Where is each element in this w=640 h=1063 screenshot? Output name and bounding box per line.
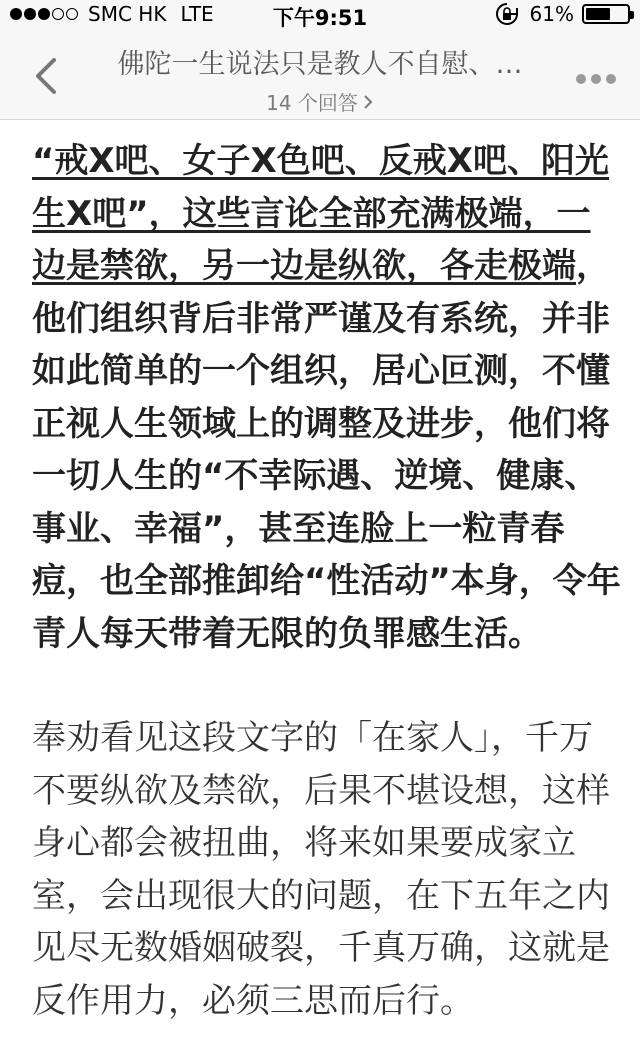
answer-count-link[interactable] bbox=[266, 87, 374, 116]
answer-paragraph-1 bbox=[32, 135, 622, 660]
nav-title-block bbox=[80, 42, 560, 116]
rotation-lock-icon bbox=[494, 2, 520, 26]
status-right bbox=[494, 2, 630, 26]
carrier-name: SMC HK bbox=[88, 2, 167, 26]
question-title: 佛陀一生说法只是教人不自慰、… bbox=[117, 49, 523, 80]
battery-icon bbox=[582, 4, 630, 24]
status-bar bbox=[0, 0, 640, 30]
underlined-quote: “戒X吧、女子X色吧、反戒X吧、阳光生X吧”，这些言论全部充满极端，一边是禁欲，另一边是纵欲，各走极端 bbox=[32, 141, 609, 286]
paragraph-1-text: ，他们组织背后非常严谨及有系统，并非如此简单的一个组织，居心叵测，不懂正视人生领域上的调整及进步，他们将一切人生的“不幸际遇、逆境、健康、事业、幸福”，甚至连脸上一粒青春痘，也全部推卸给“性活动”本身，令年青人每天带着无限的负罪感生活。 bbox=[32, 246, 621, 654]
answer-count-label: 14 个回答 bbox=[266, 91, 358, 115]
chevron-right-icon bbox=[362, 94, 374, 110]
answer-content bbox=[32, 135, 622, 1027]
status-time: 下午9:51 bbox=[272, 6, 368, 30]
more-options-icon[interactable] bbox=[571, 74, 616, 84]
answer-paragraph-2: 奉劝看见这段文字的「在家人」，千万不要纵欲及禁欲，后果不堪设想，这样身心都会被扭曲，将来如果要成家立室，会出现很大的问题，在下五年之内见尽无数婚姻破裂，千真万确，这就是反作用力，必须三思而后行。 bbox=[32, 718, 610, 1021]
back-arrow-icon[interactable] bbox=[30, 56, 60, 96]
network-type: LTE bbox=[180, 2, 214, 26]
battery-percent: 61% bbox=[529, 2, 574, 26]
navigation-bar bbox=[0, 30, 640, 120]
